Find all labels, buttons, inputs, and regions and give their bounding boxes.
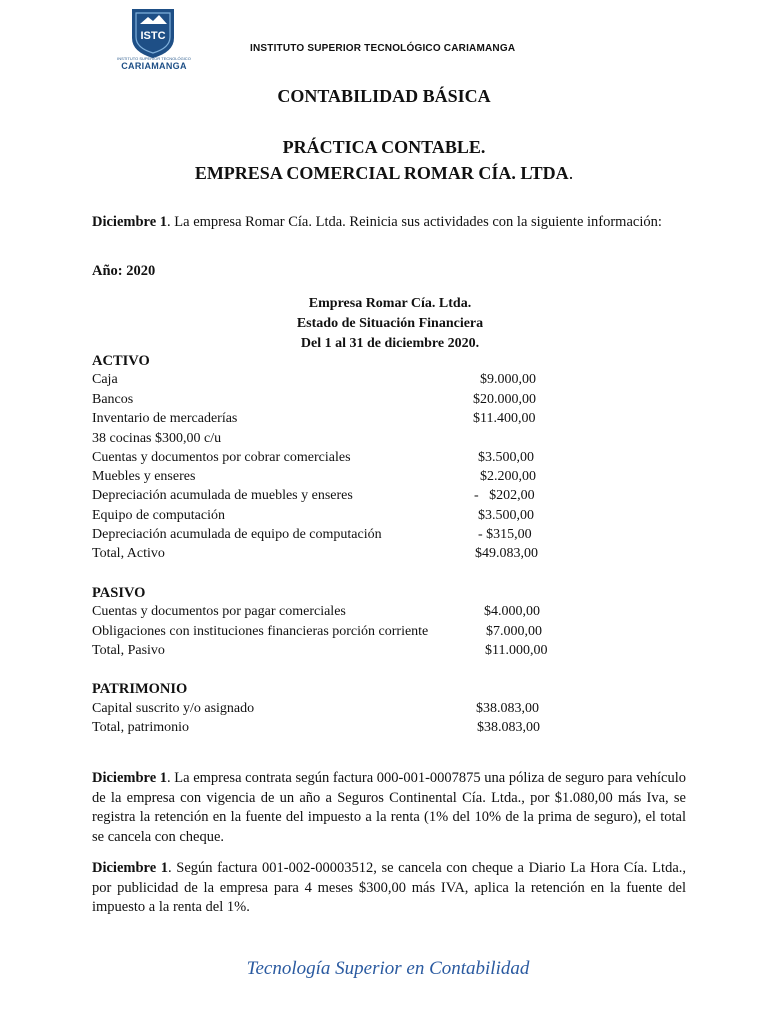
- patrimonio-heading: PATRIMONIO: [92, 681, 188, 697]
- company-title-dot: .: [568, 163, 574, 183]
- pasivo-total-value: $11.000,00: [485, 643, 548, 658]
- activo-value: $3.500,00: [478, 508, 534, 523]
- logo-text: ISTC: [140, 30, 166, 42]
- transaction-paragraph: [92, 769, 686, 847]
- activo-value: $20.000,00: [473, 392, 536, 407]
- activo-label: Inventario de mercaderías: [92, 411, 238, 426]
- activo-label: Muebles y enseres: [92, 469, 196, 484]
- intro-date: Diciembre 1: [92, 214, 168, 230]
- company-title: [0, 163, 768, 184]
- pasivo-value: $7.000,00: [486, 624, 542, 639]
- footer-tagline: Tecnología Superior en Contabilidad: [246, 958, 530, 979]
- activo-value: $2.200,00: [480, 469, 536, 484]
- transaction-date: Diciembre 1: [92, 770, 168, 786]
- transaction-paragraph: [92, 859, 686, 918]
- year-label: Año: 2020: [92, 263, 156, 279]
- activo-label: Depreciación acumulada de equipo de computación: [92, 527, 382, 542]
- patrimonio-label: Capital suscrito y/o asignado: [92, 701, 255, 716]
- pasivo-label: Cuentas y documentos por pagar comerciales: [92, 604, 346, 619]
- activo-heading: ACTIVO: [92, 353, 150, 369]
- activo-total-value: $49.083,00: [475, 546, 538, 561]
- intro-paragraph: [92, 213, 686, 233]
- patrimonio-total-label: Total, patrimonio: [92, 720, 190, 735]
- practice-title: PRÁCTICA CONTABLE.: [282, 137, 486, 157]
- pasivo-total-label: Total, Pasivo: [92, 643, 165, 658]
- patrimonio-total-value: $38.083,00: [477, 720, 540, 735]
- activo-value: $3.500,00: [478, 450, 534, 465]
- activo-label: Cuentas y documentos por cobrar comerciales: [92, 450, 351, 465]
- patrimonio-value: $38.083,00: [476, 701, 539, 716]
- logo-name: CARIAMANGA: [121, 61, 187, 71]
- activo-label: Bancos: [92, 392, 134, 407]
- company-title-text: EMPRESA COMERCIAL ROMAR CÍA. LTDA: [194, 163, 569, 183]
- activo-label: Caja: [92, 372, 118, 387]
- course-title: CONTABILIDAD BÁSICA: [277, 86, 491, 106]
- pasivo-value: $4.000,00: [484, 604, 540, 619]
- activo-value: - $315,00: [478, 527, 532, 542]
- institution-header: INSTITUTO SUPERIOR TECNOLÓGICO CARIAMANGA: [250, 43, 516, 54]
- pasivo-heading: PASIVO: [92, 585, 146, 601]
- statement-company: Empresa Romar Cía. Ltda.: [308, 296, 472, 311]
- transaction-text: . Según factura 001-002-00003512, se cancela con cheque a Diario La Hora Cía. Ltda., por publicidad de la empresa para 4 meses $300,00 más IVA, aplica la retención en la fuente del impuesto a la renta del 1%.: [92, 860, 686, 915]
- transaction-text: . La empresa contrata según factura 000-001-0007875 una póliza de seguro para vehículo de la empresa con vigencia de un año a Seguros Continental Cía. Ltda., por $1.080,00 más Iva, se registra la retención en la fuente del impuesto a la renta (1% del 10% de la prima de seguro), el total se cancela con cheque.: [92, 770, 687, 845]
- transaction-date: Diciembre 1: [92, 860, 169, 876]
- statement-name: Estado de Situación Financiera: [296, 316, 484, 331]
- logo-caption: INSTITUTO SUPERIOR TECNOLÓGICO: [117, 56, 191, 61]
- activo-value: - $202,00: [474, 488, 535, 503]
- statement-period: Del 1 al 31 de diciembre 2020.: [300, 336, 480, 351]
- activo-value: $9.000,00: [480, 372, 536, 387]
- pasivo-label: Obligaciones con instituciones financieras porción corriente: [92, 624, 429, 639]
- activo-note: 38 cocinas $300,00 c/u: [92, 431, 222, 446]
- activo-total-label: Total, Activo: [92, 546, 165, 561]
- activo-label: Depreciación acumulada de muebles y enseres: [92, 488, 353, 503]
- activo-value: $11.400,00: [473, 411, 536, 426]
- intro-text: . La empresa Romar Cía. Ltda. Reinicia sus actividades con la siguiente información:: [167, 214, 662, 230]
- activo-label: Equipo de computación: [92, 508, 225, 523]
